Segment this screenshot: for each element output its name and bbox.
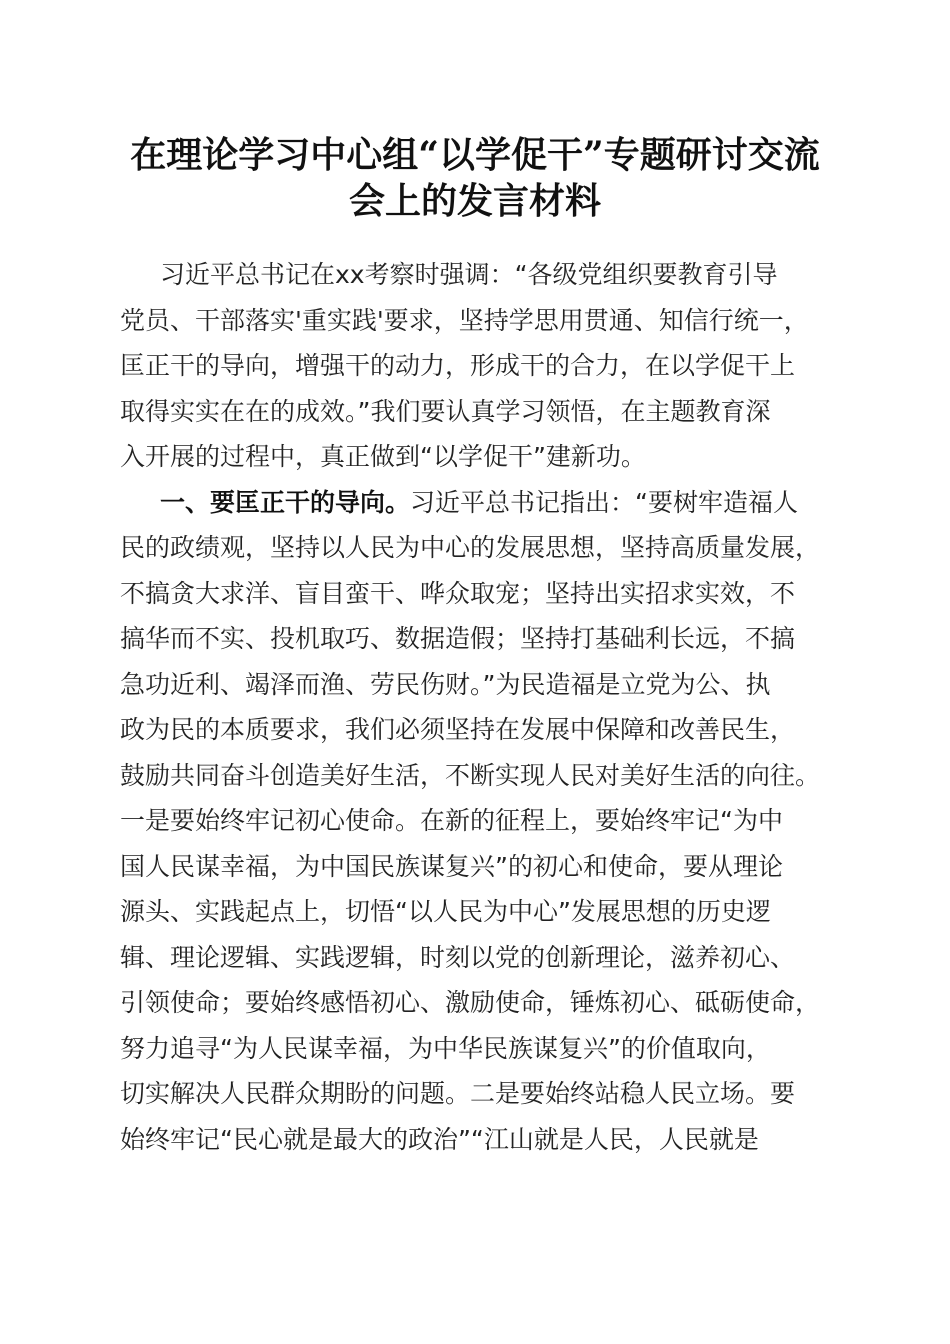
text-line: 入开展的过程中，真正做到“以学促干”建新功。 [120, 442, 646, 471]
text-line: 一是要始终牢记初心使命。在新的征程上，要始终牢记“为中 [120, 806, 783, 835]
text-line: 辑、理论逻辑、实践逻辑，时刻以党的创新理论，滋养初心、 [120, 942, 796, 972]
text-line: 匡正干的导向，增强干的动力，形成干的合力，在以学促干上 [120, 351, 796, 380]
text-line: 搞华而不实、投机取巧、数据造假；坚持打基础利长远，不搞 [120, 624, 796, 653]
text-line: 不搞贪大求洋、盲目蛮干、哗众取宠；坚持出实招求实效，不 [120, 578, 796, 608]
title-line: 在理论学习中心组“以学促干”专题研讨交流 [130, 134, 820, 176]
document-body [120, 252, 835, 1162]
paragraph-intro [120, 252, 835, 480]
text-line: 政为民的本质要求，我们必须坚持在发展中保障和改善民生， [120, 715, 796, 744]
text-line: 民的政绩观，坚持以人民为中心的发展思想，坚持高质量发展， [120, 533, 821, 562]
text-run: 习近平总书记指出：“要树牢造福人 [410, 487, 798, 517]
text-line: 引领使命；要始终感悟初心、激励使命，锤炼初心、砥砺使命， [120, 988, 821, 1017]
text-line: 努力追寻“为人民谋幸福，为中华民族谋复兴”的价值取向， [120, 1033, 771, 1063]
text-line: 取得实实在在的成效。”我们要认真学习领悟，在主题教育深 [120, 396, 771, 426]
text-line: 党员、干部落实'重实践'要求，坚持学思用贯通、知信行统一， [120, 305, 809, 335]
section-heading: 一、要匡正干的导向。 [160, 487, 411, 517]
text-line: 习近平总书记在xx考察时强调：“各级党组织要教育引导 [160, 260, 778, 289]
text-line: 鼓励共同奋斗创造美好生活，不断实现人民对美好生活的向往。 [120, 760, 821, 790]
text-line: 国人民谋幸福，为中国民族谋复兴”的初心和使命，要从理论 [120, 851, 783, 881]
paragraph-section-1 [120, 480, 835, 1163]
text-line: 源头、实践起点上，切悟“以人民为中心”发展思想的历史逻 [120, 897, 771, 926]
text-line: 急功近利、竭泽而渔、劳民伤财。”为民造福是立党为公、执 [120, 669, 771, 699]
document-title [110, 132, 840, 224]
text-line: 始终牢记“民心就是最大的政治”“江山就是人民，人民就是 [120, 1124, 759, 1154]
title-line: 会上的发言材料 [348, 180, 601, 222]
text-line [120, 480, 835, 526]
text-line: 切实解决人民群众期盼的问题。二是要始终站稳人民立场。要 [120, 1079, 796, 1108]
